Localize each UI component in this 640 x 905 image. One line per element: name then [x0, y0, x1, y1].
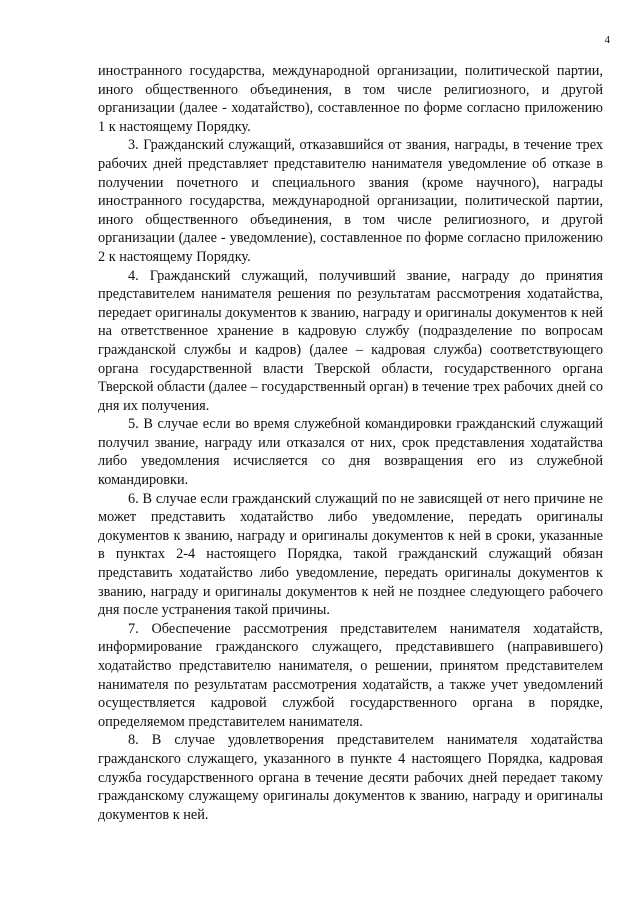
document-body	[98, 62, 603, 824]
paragraph-continuation: иностранного государства, международной организации, политической партии, иного общественного объединения, в том числе религиозного, и другой организации (далее - ходатайство), составленное по форме согласно приложению 1 к настоящему Порядку.	[98, 63, 603, 135]
paragraph-7: 7. Обеспечение рассмотрения представителем нанимателя ходатайств, информирование гражданского служащего, представившего (направившего) ходатайство представителю нанимателя, о решении, принятом представителем нанимателя по результатам рассмотрения ходатайств, а также учет уведомлений осуществляется кадровой службой государственного органа в порядке, определяемом представителем нанимателя.	[98, 620, 603, 730]
paragraph-8: 8. В случае удовлетворения представителем нанимателя ходатайства гражданского служащего, указанного в пункте 4 настоящего Порядка, кадровая служба государственного органа в течение десяти рабочих дней передает такому гражданскому служащему оригиналы документов к званию, награду и оригиналы документов к ней.	[98, 732, 603, 823]
paragraph-6: 6. В случае если гражданский служащий по не зависящей от него причине не может представить ходатайство либо уведомление, передать оригиналы документов к званию, награду и оригиналы документов к ней в сроки, указанные в пунктах 2-4 настоящего Порядка, такой гражданский служащий обязан представить ходатайство либо уведомление, передать оригиналы документов к званию, награду и оригиналы документов к ней не позднее следующего рабочего дня после устранения такой причины.	[98, 490, 603, 619]
paragraph-3: 3. Гражданский служащий, отказавшийся от звания, награды, в течение трех рабочих дней представляет представителю нанимателя уведомление об отказе в получении почетного и специального звания (кроме научного), награды иностранного государства, международной организации, политической партии, иного общественного объединения, в том числе религиозного, и другой организации (далее - уведомление), составленное по форме согласно приложению 2 к настоящему Порядку.	[98, 137, 603, 265]
paragraph-5: 5. В случае если во время служебной командировки гражданский служащий получил звание, награду или отказался от них, срок представления ходатайства либо уведомления исчисляется со дня возвращения его из служебной командировки.	[98, 416, 603, 489]
paragraph-4: 4. Гражданский служащий, получивший звание, награду до принятия представителем нанимателя решения по результатам рассмотрения ходатайства, передает оригиналы документов к званию, награду и оригиналы документов к ней на ответственное хранение в кадровую службу (подразделение по вопросам гражданской службы и кадров) (далее – кадровая служба) соответствующего органа государственной власти Тверской области, государственного органа Тверской области (далее – государственный орган) в течение трех рабочих дней со дня их получения.	[98, 267, 603, 414]
page-number: 4	[604, 34, 610, 46]
